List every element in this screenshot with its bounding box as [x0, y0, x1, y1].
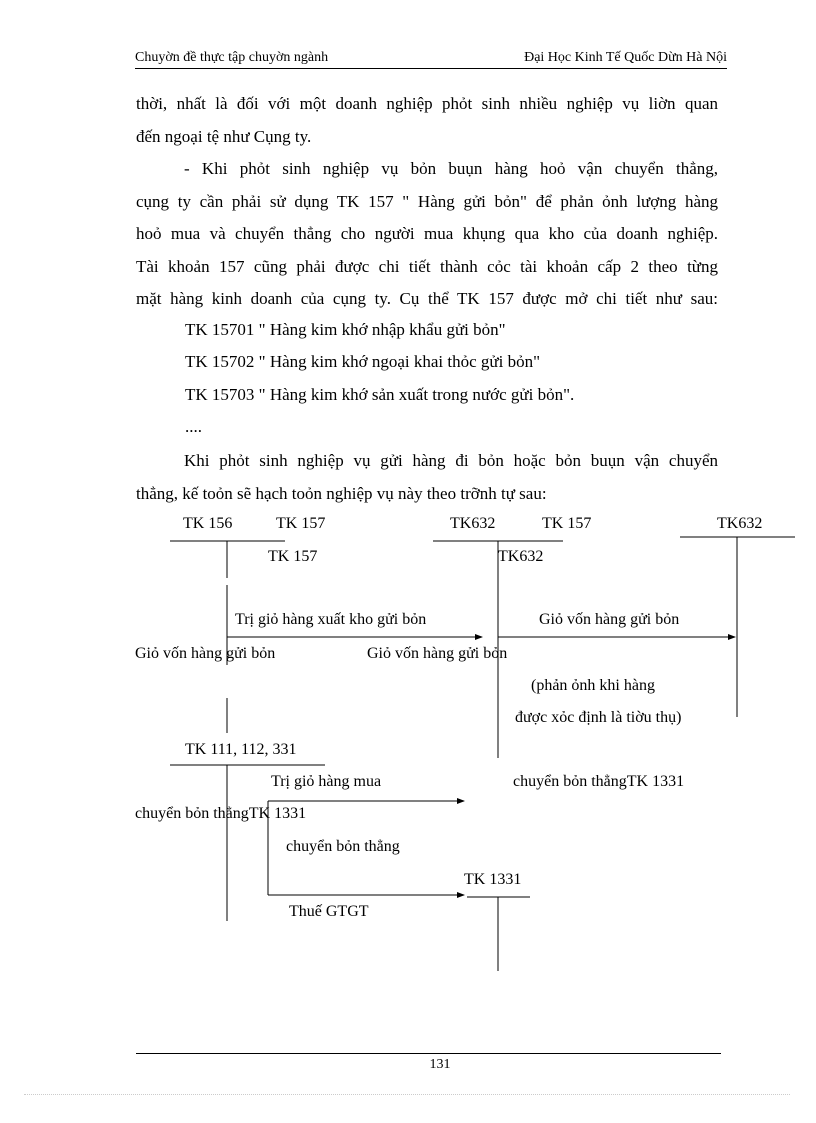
page-number: 131	[429, 1057, 451, 1072]
note-label: (phản ỏnh khi hàng	[531, 677, 655, 694]
arrow-label: Trị giỏ hàng xuất kho gửi bỏn	[235, 611, 427, 628]
label-tk156: TK 156	[183, 515, 233, 532]
text-line: Khi phỏt sinh nghiệp vụ gửi hàng đi bỏn hoặc bỏn buụn vận chuyển	[184, 451, 718, 470]
text-line: Tài khoản 157 cũng phải được chi tiết thành cỏc tài khoản cấp 2 theo từng	[136, 256, 718, 276]
label-tk157: TK 157	[542, 515, 592, 532]
label-tk632: TK632	[498, 548, 544, 565]
vat-label: Thuế GTGT	[289, 903, 369, 920]
cost-label: Giỏ vốn hàng gửi bỏn	[367, 645, 508, 662]
header-left: Chuyờn đề thực tập chuyờn ngành	[135, 50, 329, 65]
direct-sale-label: chuyển bỏn thẳngTK 1331	[513, 773, 685, 790]
header-right: Đại Học Kinh Tế Quốc Dừn Hà Nội	[524, 50, 727, 65]
arrow-label: Trị giỏ hàng mua	[271, 773, 382, 790]
text-line: thẳng, kế toỏn sẽ hạch toỏn nghiệp vụ này theo trỡnh tự sau:	[136, 483, 547, 503]
label-tk157: TK 157	[268, 548, 318, 565]
text-line: mặt hàng kinh doanh của cụng ty. Cụ thể TK 157 được mở chi tiết như sau:	[136, 289, 718, 308]
page-border	[24, 1094, 790, 1095]
label-tk111: TK 111, 112, 331	[185, 741, 297, 758]
footer-rule	[136, 1053, 721, 1054]
sub-account-2: TK 15702 " Hàng kim khớ ngoại khai thỏc gửi bỏn"	[185, 352, 541, 371]
cost-label: Giỏ vốn hàng gửi bỏn	[135, 645, 276, 662]
label-tk632: TK632	[450, 515, 496, 532]
ellipsis: ....	[185, 417, 202, 436]
text-line: hoỏ mua và chuyển thẳng cho người mua khụng qua kho của doanh nghiệp.	[136, 224, 718, 243]
direct-sale-label: chuyển bỏn thẳng	[286, 838, 400, 855]
label-tk632: TK632	[717, 515, 763, 532]
text-line: thời, nhất là đối với một doanh nghiệp phỏt sinh nhiều nghiệp vụ liờn quan	[136, 94, 718, 113]
label-tk1331: TK 1331	[464, 871, 522, 888]
direct-sale-label: chuyển bỏn thẳngTK 1331	[135, 805, 307, 822]
sub-account-3: TK 15703 " Hàng kim khớ sản xuất trong nước gửi bỏn".	[185, 385, 575, 404]
arrow-label: Giỏ vốn hàng gửi bỏn	[539, 611, 680, 628]
text-line: đến ngoại tệ như Cụng ty.	[136, 126, 312, 146]
note-label: được xỏc định là tiờu thụ)	[515, 709, 682, 726]
text-line: cụng ty cần phải sử dụng TK 157 " Hàng gửi bỏn" để phản ỏnh lượng hàng	[136, 191, 718, 211]
text-line: - Khi phỏt sinh nghiệp vụ bỏn buụn hàng hoỏ vận chuyển thẳng,	[184, 159, 718, 178]
label-tk157: TK 157	[276, 515, 326, 532]
sub-account-1: TK 15701 " Hàng kim khớ nhập khẩu gửi bỏn"	[185, 320, 506, 339]
